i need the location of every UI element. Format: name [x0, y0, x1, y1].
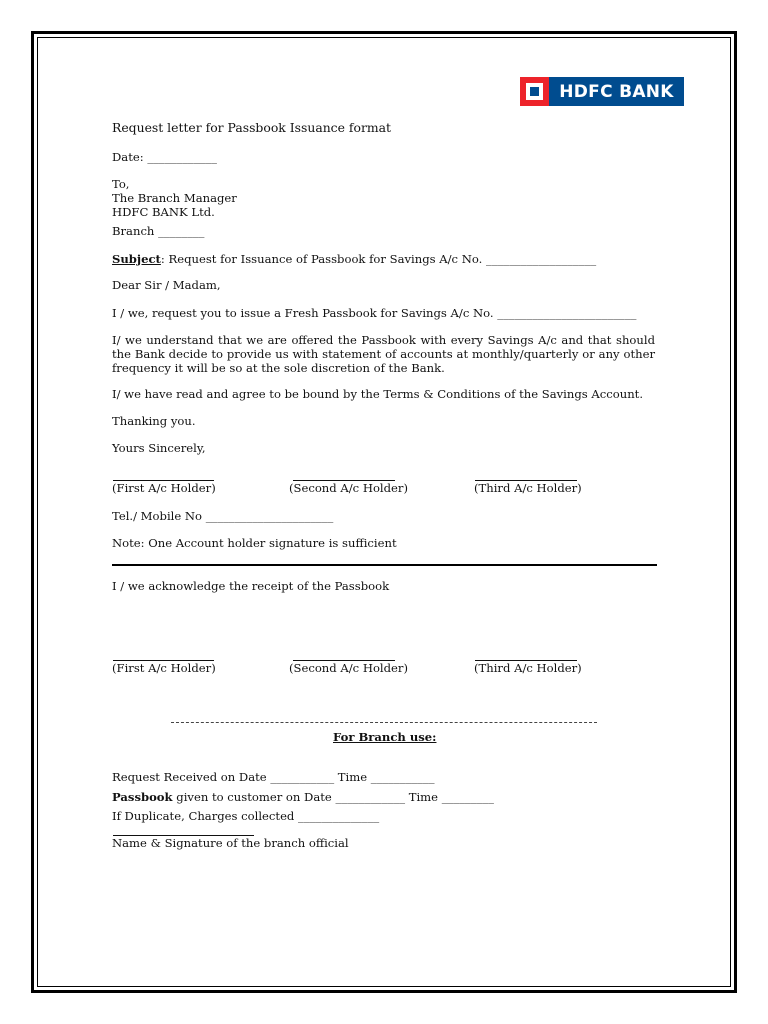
signature-note: Note: One Account holder signature is sufficient — [112, 536, 397, 550]
address-line2: HDFC BANK Ltd. — [112, 205, 215, 219]
subject-text: : Request for Issuance of Passbook for Savings A/c No. ___________________ — [160, 252, 597, 266]
branch-use-heading: For Branch use: — [333, 730, 437, 744]
ack-first-holder-label: (First A/c Holder) — [112, 661, 216, 675]
first-holder-label: (First A/c Holder) — [112, 481, 216, 495]
address-line1: The Branch Manager — [112, 191, 237, 205]
request-received-line: Request Received on Date ___________ Time ___________ — [112, 770, 435, 784]
branch-use-separator — [171, 722, 597, 723]
duplicate-charges-line: If Duplicate, Charges collected ______________ — [112, 809, 380, 823]
third-holder-label: (Third A/c Holder) — [474, 481, 582, 495]
address-branch: Branch ________ — [112, 224, 205, 238]
second-holder-label: (Second A/c Holder) — [289, 481, 408, 495]
hdfc-logo-icon — [520, 77, 549, 106]
passbook-label: Passbook — [112, 790, 173, 804]
subject-line — [112, 252, 596, 266]
branch-official-label: Name & Signature of the branch official — [112, 836, 349, 850]
acknowledgement-line: I / we acknowledge the receipt of the Passbook — [112, 579, 390, 593]
understanding-paragraph: I/ we understand that we are offered the Passbook with every Savings A/c and that should the Bank decide to provide us with statement of accounts at monthly/quarterly or any other frequency it will be so at the sole discretion of the Bank. — [112, 333, 655, 375]
date-field: Date: ____________ — [112, 150, 217, 164]
document-title: Request letter for Passbook Issuance format — [112, 120, 391, 135]
address-to: To, — [112, 177, 130, 191]
passbook-given-line — [112, 790, 494, 804]
closing-line: Yours Sincerely, — [112, 441, 206, 455]
terms-paragraph: I/ we have read and agree to be bound by the Terms & Conditions of the Savings Account. — [112, 387, 644, 401]
salutation: Dear Sir / Madam, — [112, 278, 221, 292]
thanks-line: Thanking you. — [112, 414, 196, 428]
request-paragraph: I / we, request you to issue a Fresh Passbook for Savings A/c No. ________________________ — [112, 306, 637, 320]
ack-second-holder-label: (Second A/c Holder) — [289, 661, 408, 675]
passbook-given-text: given to customer on Date ____________ Time _________ — [172, 790, 494, 804]
section-divider — [112, 564, 657, 566]
subject-label: Subject — [112, 252, 161, 266]
hdfc-bank-logo — [520, 77, 684, 106]
logo-wordmark: HDFC BANK — [549, 77, 684, 106]
mobile-field: Tel./ Mobile No ______________________ — [112, 509, 334, 523]
ack-third-holder-label: (Third A/c Holder) — [474, 661, 582, 675]
